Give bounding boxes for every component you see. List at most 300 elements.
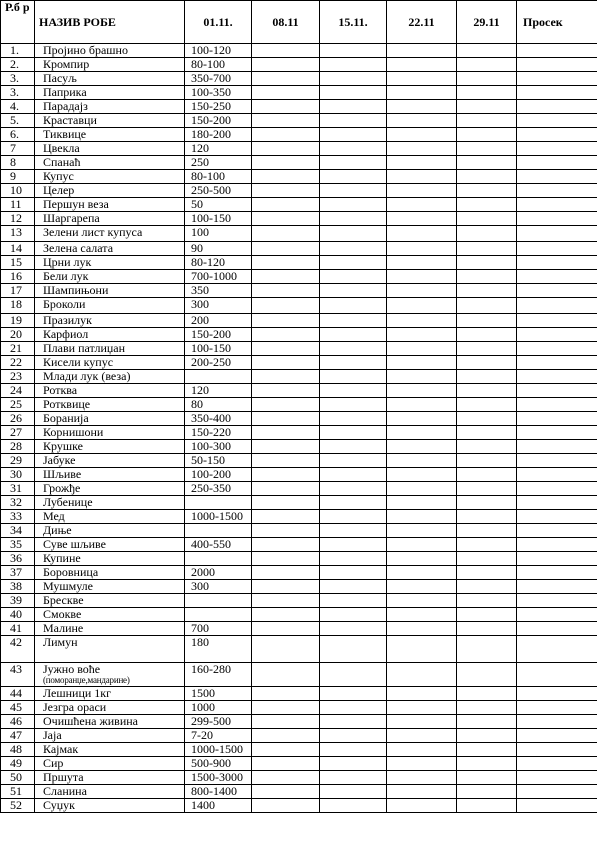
price-date-2 <box>252 328 320 342</box>
price-date-5 <box>457 454 517 468</box>
item-name-cell <box>35 86 185 100</box>
average-cell <box>517 468 597 482</box>
header-date-4: 22.11 <box>387 1 457 44</box>
price-date-2 <box>252 622 320 636</box>
table-row <box>1 58 597 72</box>
header-row-number: Р.б р <box>1 1 35 44</box>
price-date-5 <box>457 128 517 142</box>
price-date-1 <box>185 594 252 608</box>
item-name: Ротква <box>43 383 78 397</box>
item-name-cell <box>35 524 185 538</box>
item-name-cell <box>35 242 185 256</box>
price-date-4 <box>387 86 457 100</box>
item-name-cell <box>35 128 185 142</box>
price-date-3 <box>320 44 387 58</box>
price-date-1: 80 <box>185 398 252 412</box>
price-date-2 <box>252 100 320 114</box>
item-name: Купус <box>43 169 74 183</box>
price-date-4 <box>387 44 457 58</box>
table-row <box>1 454 597 468</box>
table-row <box>1 743 597 757</box>
price-date-5 <box>457 256 517 270</box>
average-cell <box>517 100 597 114</box>
price-date-3 <box>320 701 387 715</box>
price-date-3 <box>320 86 387 100</box>
price-date-3 <box>320 440 387 454</box>
price-date-1: 100 <box>185 226 252 242</box>
price-date-5 <box>457 328 517 342</box>
average-cell <box>517 482 597 496</box>
row-number: 29 <box>1 454 35 468</box>
price-date-4 <box>387 142 457 156</box>
price-date-5 <box>457 58 517 72</box>
average-cell <box>517 743 597 757</box>
price-date-3 <box>320 687 387 701</box>
item-name-cell <box>35 328 185 342</box>
item-name: Суџук <box>43 798 75 812</box>
price-date-5 <box>457 799 517 813</box>
row-number: 19 <box>1 314 35 328</box>
price-date-1: 1000-1500 <box>185 510 252 524</box>
price-date-5 <box>457 538 517 552</box>
price-date-3 <box>320 426 387 440</box>
row-number: 49 <box>1 757 35 771</box>
item-name: Тиквице <box>43 127 87 141</box>
price-date-2 <box>252 58 320 72</box>
price-date-3 <box>320 566 387 580</box>
price-date-2 <box>252 771 320 785</box>
table-row <box>1 114 597 128</box>
price-date-2 <box>252 44 320 58</box>
price-date-4 <box>387 771 457 785</box>
price-date-5 <box>457 398 517 412</box>
price-date-4 <box>387 328 457 342</box>
row-number: 11 <box>1 198 35 212</box>
price-date-1: 80-100 <box>185 58 252 72</box>
price-date-4 <box>387 729 457 743</box>
item-name: Карфиол <box>43 327 89 341</box>
price-date-2 <box>252 184 320 198</box>
average-cell <box>517 594 597 608</box>
item-name: Спанаћ <box>43 155 81 169</box>
price-date-3 <box>320 58 387 72</box>
price-date-3 <box>320 580 387 594</box>
price-date-4 <box>387 128 457 142</box>
price-date-3 <box>320 242 387 256</box>
row-number: 16 <box>1 270 35 284</box>
item-name: Шампињони <box>43 283 109 297</box>
price-date-3 <box>320 370 387 384</box>
table-row <box>1 580 597 594</box>
price-date-4 <box>387 314 457 328</box>
item-name-cell <box>35 454 185 468</box>
table-row <box>1 212 597 226</box>
price-date-3 <box>320 284 387 298</box>
average-cell <box>517 552 597 566</box>
price-date-3 <box>320 594 387 608</box>
price-date-5 <box>457 226 517 242</box>
price-date-2 <box>252 743 320 757</box>
price-date-4 <box>387 170 457 184</box>
price-date-5 <box>457 566 517 580</box>
price-date-5 <box>457 524 517 538</box>
price-date-4 <box>387 701 457 715</box>
price-date-2 <box>252 426 320 440</box>
row-number: 7 <box>1 142 35 156</box>
price-date-3 <box>320 608 387 622</box>
table-row <box>1 687 597 701</box>
item-name: Диње <box>43 523 72 537</box>
table-row <box>1 298 597 314</box>
average-cell <box>517 398 597 412</box>
price-date-1: 500-900 <box>185 757 252 771</box>
item-name: Зелена салата <box>43 241 114 255</box>
table-row <box>1 128 597 142</box>
item-name-cell <box>35 580 185 594</box>
row-number: 10 <box>1 184 35 198</box>
table-row <box>1 622 597 636</box>
row-number: 33 <box>1 510 35 524</box>
row-number: 35 <box>1 538 35 552</box>
price-date-5 <box>457 184 517 198</box>
price-date-1: 350-400 <box>185 412 252 426</box>
average-cell <box>517 156 597 170</box>
price-date-4 <box>387 482 457 496</box>
table-row <box>1 412 597 426</box>
price-date-1: 120 <box>185 384 252 398</box>
price-date-5 <box>457 242 517 256</box>
item-name-cell <box>35 58 185 72</box>
price-date-1: 150-200 <box>185 114 252 128</box>
row-number: 15 <box>1 256 35 270</box>
price-date-2 <box>252 242 320 256</box>
row-number: 20 <box>1 328 35 342</box>
average-cell <box>517 663 597 687</box>
item-name-cell <box>35 398 185 412</box>
price-date-1: 80-120 <box>185 256 252 270</box>
item-name: Лимун <box>43 635 78 649</box>
row-number: 3. <box>1 86 35 100</box>
item-name: Ротквице <box>43 397 91 411</box>
row-number: 44 <box>1 687 35 701</box>
item-name-cell <box>35 440 185 454</box>
price-date-1: 700 <box>185 622 252 636</box>
item-name-cell <box>35 226 185 242</box>
price-date-4 <box>387 715 457 729</box>
average-cell <box>517 226 597 242</box>
price-date-5 <box>457 72 517 86</box>
price-date-4 <box>387 757 457 771</box>
row-number: 38 <box>1 580 35 594</box>
item-name: Лешници 1кг <box>43 686 112 700</box>
price-date-3 <box>320 524 387 538</box>
table-row <box>1 242 597 256</box>
price-date-1: 300 <box>185 580 252 594</box>
price-date-1 <box>185 524 252 538</box>
price-date-4 <box>387 184 457 198</box>
average-cell <box>517 785 597 799</box>
average-cell <box>517 256 597 270</box>
price-date-1: 100-150 <box>185 342 252 356</box>
row-number: 32 <box>1 496 35 510</box>
row-number: 31 <box>1 482 35 496</box>
average-cell <box>517 729 597 743</box>
table-row <box>1 342 597 356</box>
item-name-cell <box>35 412 185 426</box>
item-name: Шљиве <box>43 467 82 481</box>
price-date-5 <box>457 86 517 100</box>
price-date-1: 200 <box>185 314 252 328</box>
price-date-1: 50 <box>185 198 252 212</box>
header-date-2: 08.11 <box>252 1 320 44</box>
price-date-4 <box>387 256 457 270</box>
price-date-3 <box>320 771 387 785</box>
price-date-2 <box>252 72 320 86</box>
price-date-4 <box>387 524 457 538</box>
price-date-5 <box>457 715 517 729</box>
price-date-2 <box>252 298 320 314</box>
item-name-cell <box>35 552 185 566</box>
item-name: Купине <box>43 551 81 565</box>
row-number: 34 <box>1 524 35 538</box>
price-date-2 <box>252 284 320 298</box>
price-date-1: 7-20 <box>185 729 252 743</box>
table-row <box>1 356 597 370</box>
price-date-4 <box>387 356 457 370</box>
item-name: Сланина <box>43 784 87 798</box>
price-date-1: 1000-1500 <box>185 743 252 757</box>
price-date-5 <box>457 468 517 482</box>
item-name: Кисели купус <box>43 355 114 369</box>
item-name: Сир <box>43 756 64 770</box>
price-date-2 <box>252 715 320 729</box>
average-cell <box>517 356 597 370</box>
average-cell <box>517 412 597 426</box>
price-date-5 <box>457 100 517 114</box>
price-date-2 <box>252 156 320 170</box>
table-row <box>1 663 597 687</box>
price-date-4 <box>387 687 457 701</box>
price-date-1: 120 <box>185 142 252 156</box>
price-date-1: 700-1000 <box>185 270 252 284</box>
price-date-2 <box>252 510 320 524</box>
item-name-cell <box>35 566 185 580</box>
average-cell <box>517 580 597 594</box>
average-cell <box>517 454 597 468</box>
price-date-3 <box>320 496 387 510</box>
item-name: Мушмуле <box>43 579 93 593</box>
average-cell <box>517 298 597 314</box>
item-name: Јабуке <box>43 453 76 467</box>
price-date-3 <box>320 328 387 342</box>
price-date-4 <box>387 510 457 524</box>
row-number: 30 <box>1 468 35 482</box>
item-name: Боранија <box>43 411 89 425</box>
item-name-cell <box>35 356 185 370</box>
table-row <box>1 496 597 510</box>
price-date-1: 90 <box>185 242 252 256</box>
item-note: (поморанџе,мандарине) <box>43 675 130 685</box>
price-date-4 <box>387 198 457 212</box>
table-row <box>1 284 597 298</box>
price-date-4 <box>387 212 457 226</box>
average-cell <box>517 608 597 622</box>
price-date-2 <box>252 608 320 622</box>
price-date-3 <box>320 142 387 156</box>
price-date-3 <box>320 114 387 128</box>
price-date-3 <box>320 198 387 212</box>
row-number: 17 <box>1 284 35 298</box>
row-number: 52 <box>1 799 35 813</box>
price-date-2 <box>252 356 320 370</box>
average-cell <box>517 170 597 184</box>
price-date-2 <box>252 538 320 552</box>
price-date-5 <box>457 552 517 566</box>
price-date-1: 800-1400 <box>185 785 252 799</box>
price-date-3 <box>320 314 387 328</box>
price-date-1: 2000 <box>185 566 252 580</box>
price-date-1: 200-250 <box>185 356 252 370</box>
average-cell <box>517 701 597 715</box>
item-name-cell <box>35 212 185 226</box>
price-date-3 <box>320 454 387 468</box>
average-cell <box>517 184 597 198</box>
price-date-3 <box>320 100 387 114</box>
price-date-4 <box>387 580 457 594</box>
price-date-5 <box>457 284 517 298</box>
price-date-4 <box>387 58 457 72</box>
table-row <box>1 510 597 524</box>
item-name-cell <box>35 184 185 198</box>
item-name: Першун веза <box>43 197 109 211</box>
table-header <box>1 1 597 44</box>
price-date-2 <box>252 142 320 156</box>
table-row <box>1 538 597 552</box>
price-date-2 <box>252 342 320 356</box>
price-date-2 <box>252 128 320 142</box>
average-cell <box>517 328 597 342</box>
average-cell <box>517 72 597 86</box>
price-date-3 <box>320 170 387 184</box>
row-number: 4. <box>1 100 35 114</box>
item-name-cell <box>35 799 185 813</box>
average-cell <box>517 524 597 538</box>
item-name-cell <box>35 100 185 114</box>
price-date-5 <box>457 342 517 356</box>
price-date-3 <box>320 743 387 757</box>
price-date-1: 160-280 <box>185 663 252 687</box>
item-name: Јаја <box>43 728 62 742</box>
price-date-3 <box>320 212 387 226</box>
item-name: Брескве <box>43 593 84 607</box>
item-name-cell <box>35 701 185 715</box>
item-name: Шаргарепа <box>43 211 100 225</box>
row-number: 2. <box>1 58 35 72</box>
row-number: 25 <box>1 398 35 412</box>
row-number: 42 <box>1 636 35 663</box>
price-date-2 <box>252 212 320 226</box>
average-cell <box>517 86 597 100</box>
price-date-4 <box>387 72 457 86</box>
price-date-5 <box>457 270 517 284</box>
price-date-2 <box>252 687 320 701</box>
price-date-5 <box>457 426 517 440</box>
price-date-5 <box>457 156 517 170</box>
row-number: 1. <box>1 44 35 58</box>
price-date-5 <box>457 298 517 314</box>
price-date-1: 400-550 <box>185 538 252 552</box>
item-name-cell <box>35 198 185 212</box>
price-date-2 <box>252 314 320 328</box>
price-date-4 <box>387 743 457 757</box>
price-date-4 <box>387 636 457 663</box>
item-name-cell <box>35 156 185 170</box>
table-row <box>1 785 597 799</box>
table-row <box>1 198 597 212</box>
table-row <box>1 757 597 771</box>
price-date-5 <box>457 356 517 370</box>
price-date-5 <box>457 370 517 384</box>
price-date-1: 250 <box>185 156 252 170</box>
item-name-cell <box>35 771 185 785</box>
item-name: Празилук <box>43 313 92 327</box>
price-date-2 <box>252 114 320 128</box>
price-date-4 <box>387 370 457 384</box>
price-date-1: 50-150 <box>185 454 252 468</box>
price-date-5 <box>457 687 517 701</box>
price-date-1: 150-200 <box>185 328 252 342</box>
table-row <box>1 314 597 328</box>
item-name: Цвекла <box>43 141 80 155</box>
item-name: Парадајз <box>43 99 88 113</box>
row-number: 14 <box>1 242 35 256</box>
header-item-name: НАЗИВ РОБЕ <box>35 1 185 44</box>
price-date-2 <box>252 86 320 100</box>
price-date-1: 100-300 <box>185 440 252 454</box>
price-date-4 <box>387 566 457 580</box>
price-date-2 <box>252 636 320 663</box>
price-date-3 <box>320 552 387 566</box>
price-date-1: 80-100 <box>185 170 252 184</box>
price-date-3 <box>320 356 387 370</box>
average-cell <box>517 757 597 771</box>
price-date-3 <box>320 538 387 552</box>
price-date-3 <box>320 256 387 270</box>
price-date-5 <box>457 636 517 663</box>
price-date-4 <box>387 226 457 242</box>
price-date-2 <box>252 663 320 687</box>
table-row <box>1 636 597 663</box>
price-date-5 <box>457 663 517 687</box>
table-row <box>1 426 597 440</box>
item-name: Јужно воће <box>43 662 101 676</box>
price-date-5 <box>457 384 517 398</box>
row-number: 27 <box>1 426 35 440</box>
table-row <box>1 594 597 608</box>
item-name-cell <box>35 468 185 482</box>
table-row <box>1 256 597 270</box>
price-date-5 <box>457 608 517 622</box>
item-name: Краставци <box>43 113 97 127</box>
table-row <box>1 524 597 538</box>
price-date-3 <box>320 226 387 242</box>
item-name-cell <box>35 314 185 328</box>
item-name-cell <box>35 284 185 298</box>
average-cell <box>517 58 597 72</box>
row-number: 28 <box>1 440 35 454</box>
row-number: 40 <box>1 608 35 622</box>
table-row <box>1 142 597 156</box>
